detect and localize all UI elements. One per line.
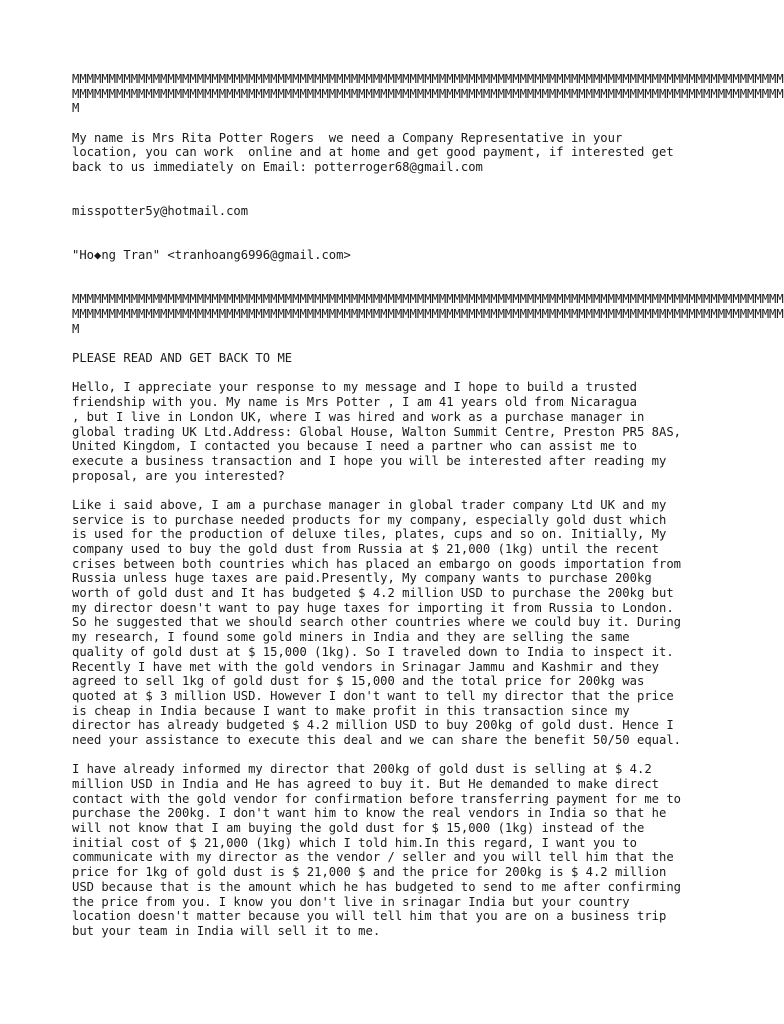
text-block	[72, 380, 712, 498]
text-line: crises between both countries which has placed an embargo on goods importation from	[72, 556, 682, 571]
text-line: million USD in India and He has agreed to buy it. But He demanded to make direct	[72, 777, 659, 791]
text-line: quoted at $ 3 million USD. However I don't want to tell my director that the price	[72, 688, 674, 703]
blank-line	[72, 748, 712, 763]
blank-line	[72, 234, 712, 249]
text-line: quality of gold dust at $ 15,000 (1kg). So I traveled down to India to inspect it.	[72, 644, 674, 659]
text-line: United Kingdom, I contacted you because I need a partner who can assist me to	[72, 439, 637, 454]
text-line: price for 1kg of gold dust is $ 21,000 $ and the price for 200kg is $ 4.2 million	[72, 865, 667, 880]
text-line: "Ho◆ng Tran" <tranhoang6996@gmail.com>	[72, 248, 351, 263]
text-line: , but I live in London UK, where I was hired and work as a purchase manager in	[72, 409, 645, 424]
text-block	[72, 72, 784, 131]
text-line: my director doesn't want to pay huge taxes for importing it from Russia to London.	[72, 600, 674, 615]
text-line: M	[72, 321, 80, 336]
text-line: contact with the gold vendor for confirmation before transferring payment for me to	[72, 791, 682, 806]
text-line: MMMMMMMMMMMMMMMMMMMMMMMMMMMMMMMMMMMMMMMMMMMMMMMMMMMMMMMMMMMMMMMMMMMMMMMMMMMMMMMMMMMMMMMMMMMMMMMMM	[72, 292, 784, 307]
text-line: but your team in India will sell it to me.	[72, 923, 381, 938]
text-line: Like i said above, I am a purchase manager in global trader company Ltd UK and my	[72, 497, 667, 512]
text-line: will not know that I am buying the gold dust for $ 15,000 (1kg) instead of the	[72, 821, 645, 836]
blank-line	[72, 219, 712, 234]
text-block	[72, 204, 712, 248]
text-line: service is to purchase needed products for my company, especially gold dust which	[72, 512, 667, 527]
text-line: So he suggested that we should search other countries where we could buy it. During	[72, 615, 682, 630]
text-line: USD because that is the amount which he has budgeted to send to me after confirming	[72, 879, 682, 894]
text-line: MMMMMMMMMMMMMMMMMMMMMMMMMMMMMMMMMMMMMMMMMMMMMMMMMMMMMMMMMMMMMMMMMMMMMMMMMMMMMMMMMMMMMMMMMMMMMMMMM	[72, 86, 784, 101]
text-line: need your assistance to execute this deal and we can share the benefit 50/50 equal.	[72, 732, 682, 747]
blank-line	[72, 483, 712, 498]
text-line: agreed to sell 1kg of gold dust for $ 15,000 and the total price for 200kg was	[72, 674, 645, 689]
text-line: purchase the 200kg. I don't want him to know the real vendors in India so that he	[72, 806, 667, 821]
blank-line	[72, 366, 712, 381]
text-line: Hello, I appreciate your response to my message and I hope to build a trusted	[72, 380, 637, 395]
text-line: location, you can work online and at home and get good payment, if interested get	[72, 145, 674, 160]
text-line: Recently I have met with the gold vendors in Srinagar Jammu and Kashmir and they	[72, 659, 659, 674]
text-line: M	[72, 101, 80, 116]
email-document	[72, 72, 784, 939]
text-line: director has already budgeted $ 4.2 million USD to buy 200kg of gold dust. Hence I	[72, 718, 674, 733]
text-line: execute a business transaction and I hope you will be interested after reading my	[72, 453, 667, 468]
text-line: proposal, are you interested?	[72, 468, 285, 483]
blank-line	[72, 278, 712, 293]
text-line: back to us immediately on Email: potterroger68@gmail.com	[72, 160, 483, 175]
blank-line	[72, 336, 712, 351]
text-line: global trading UK Ltd.Address: Global House, Walton Summit Centre, Preston PR5 8AS,	[72, 424, 682, 439]
text-line: I have already informed my director that 200kg of gold dust is selling at $ 4.2	[72, 762, 652, 777]
text-line: worth of gold dust and It has budgeted $ 4.2 million USD to purchase the 200kg but	[72, 586, 674, 601]
text-line: my research, I found some gold miners in India and they are selling the same	[72, 630, 630, 645]
text-block	[72, 498, 712, 762]
text-line: My name is Mrs Rita Potter Rogers we need a Company Representative in your	[72, 130, 623, 145]
text-line: location doesn't matter because you will tell him that you are on a business trip	[72, 909, 667, 924]
text-block	[72, 248, 712, 292]
text-line: friendship with you. My name is Mrs Potter , I am 41 years old from Nicaragua	[72, 395, 637, 410]
blank-line	[72, 190, 712, 205]
text-line: is used for the production of deluxe tiles, plates, cups and so on. Initially, My	[72, 527, 667, 542]
text-line: Russia unless huge taxes are paid.Presently, My company wants to purchase 200kg	[72, 571, 652, 586]
blank-line	[72, 175, 712, 190]
text-line: communicate with my director as the vendor / seller and you will tell him that the	[72, 850, 674, 865]
text-block	[72, 292, 784, 351]
text-line: company used to buy the gold dust from Russia at $ 21,000 (1kg) until the recent	[72, 542, 659, 556]
text-block	[72, 762, 712, 938]
blank-line	[72, 263, 712, 278]
blank-line	[72, 116, 712, 131]
text-line: MMMMMMMMMMMMMMMMMMMMMMMMMMMMMMMMMMMMMMMMMMMMMMMMMMMMMMMMMMMMMMMMMMMMMMMMMMMMMMMMMMMMMMMMMMMMMMMMM	[72, 72, 784, 86]
text-block	[72, 131, 712, 204]
text-line: is cheap in India because I want to make profit in this transaction since my	[72, 703, 630, 718]
text-line: the price from you. I know you don't live in srinagar India but your country	[72, 894, 630, 909]
text-line: MMMMMMMMMMMMMMMMMMMMMMMMMMMMMMMMMMMMMMMMMMMMMMMMMMMMMMMMMMMMMMMMMMMMMMMMMMMMMMMMMMMMMMMMMMMMMMMMM	[72, 307, 784, 321]
text-line: initial cost of $ 21,000 (1kg) which I told him.In this regard, I want you to	[72, 835, 637, 850]
text-line: misspotter5y@hotmail.com	[72, 204, 249, 219]
text-line: PLEASE READ AND GET BACK TO ME	[72, 351, 293, 366]
text-block	[72, 351, 712, 380]
